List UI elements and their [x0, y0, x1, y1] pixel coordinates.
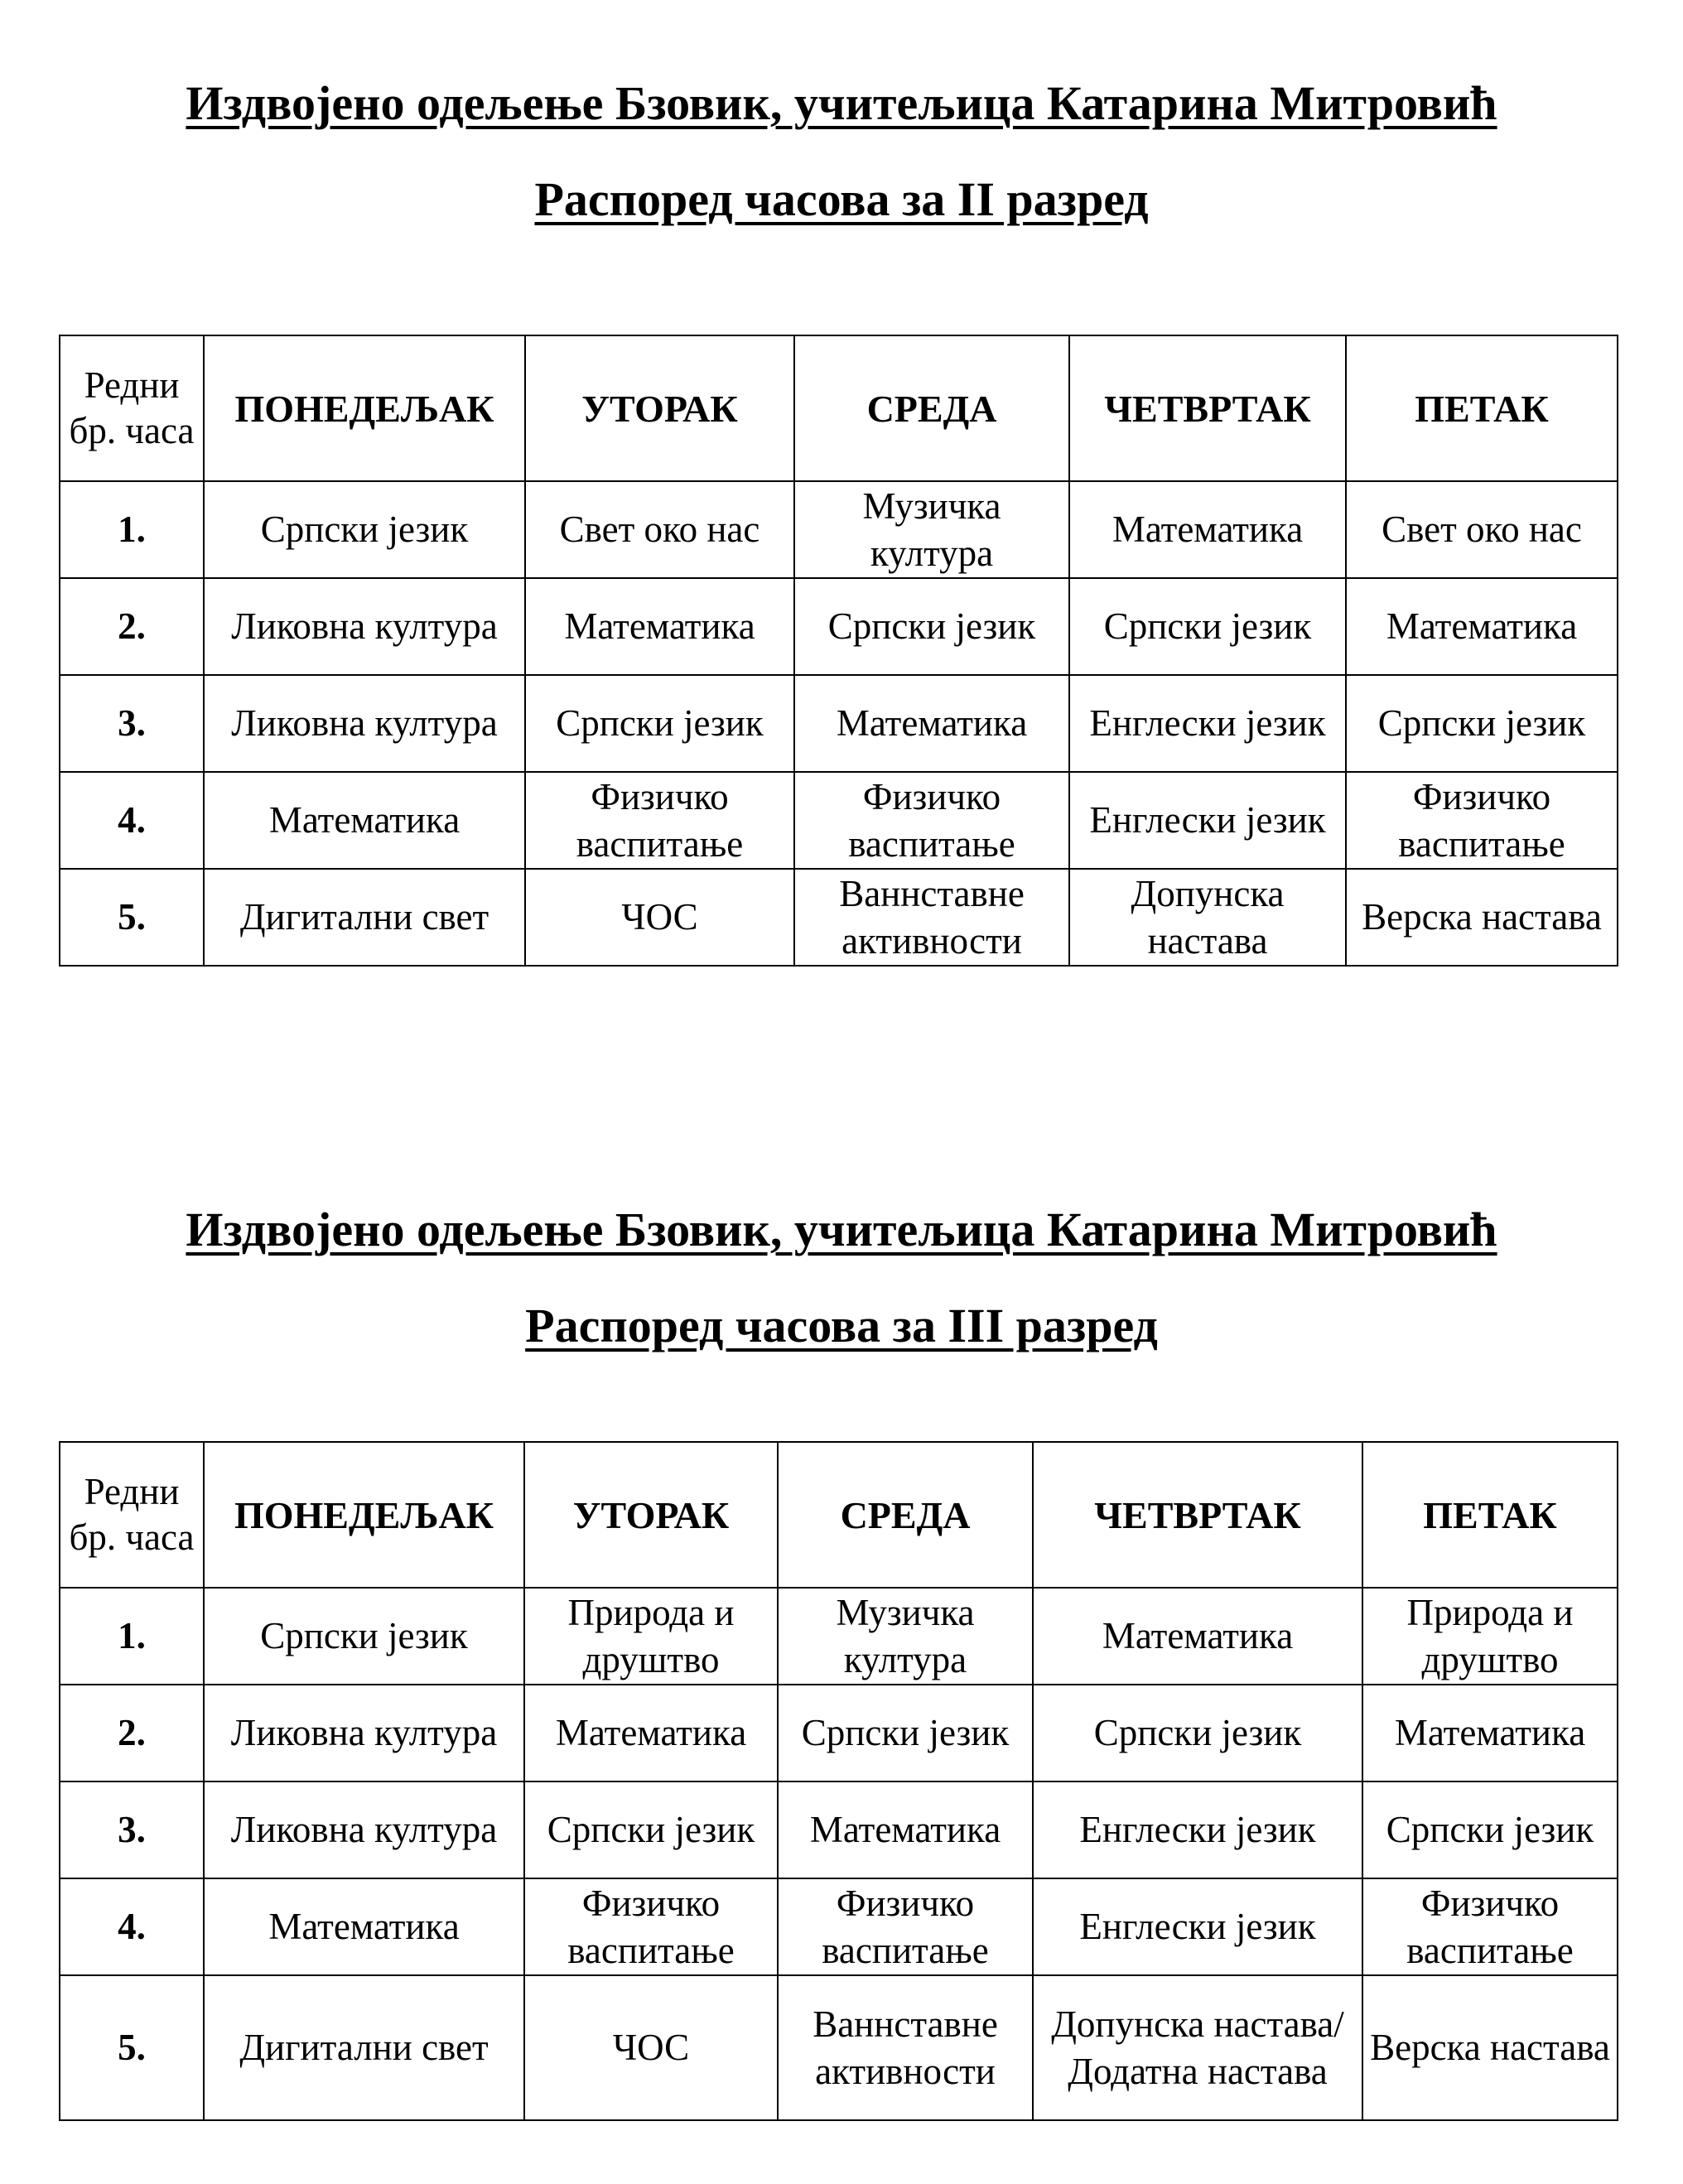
school-title-2: Издвојено одељење Бзовик, учитељица Катарина Митровић [186, 1203, 1497, 1256]
cell-monday: Ликовна култура [204, 1685, 524, 1781]
cell-tuesday: Српски језик [525, 675, 794, 772]
table-header-row [60, 1442, 1618, 1588]
cell-monday: Математика [204, 1878, 524, 1975]
cell-friday: Свет око нас [1346, 481, 1618, 578]
cell-monday: Дигитални свет [204, 869, 525, 966]
cell-wednesday: Српски језик [794, 578, 1069, 675]
cell-wednesday: Математика [778, 1781, 1033, 1878]
cell-friday: Српски језик [1362, 1781, 1618, 1878]
lesson-number: 1. [60, 1588, 204, 1685]
header-lesson-number: Редни бр. часа [60, 1442, 204, 1588]
lesson-number: 4. [60, 772, 204, 869]
header-friday: ПЕТАК [1346, 335, 1618, 481]
cell-tuesday: Физичко васпитање [524, 1878, 778, 1975]
table-row [60, 1878, 1618, 1975]
table-row [60, 1781, 1618, 1878]
cell-thursday: Енглески језик [1033, 1781, 1362, 1878]
cell-tuesday: Математика [525, 578, 794, 675]
cell-monday: Ликовна култура [204, 1781, 524, 1878]
cell-monday: Ликовна култура [204, 578, 525, 675]
cell-tuesday: Свет око нас [525, 481, 794, 578]
cell-thursday: Српски језик [1069, 578, 1346, 675]
cell-thursday: Допунска настава [1069, 869, 1346, 966]
table-row [60, 578, 1618, 675]
cell-monday: Математика [204, 772, 525, 869]
header-monday: ПОНЕДЕЉАК [204, 335, 525, 481]
header-tuesday: УТОРАК [525, 335, 794, 481]
table-row [60, 1975, 1618, 2120]
table-row [60, 869, 1618, 966]
cell-tuesday: ЧОС [525, 869, 794, 966]
cell-monday: Ликовна култура [204, 675, 525, 772]
cell-wednesday: Ваннставне активности [778, 1975, 1033, 2120]
cell-friday: Физичко васпитање [1362, 1878, 1618, 1975]
cell-thursday: Допунска настава/Додатна настава [1033, 1975, 1362, 2120]
cell-tuesday: ЧОС [524, 1975, 778, 2120]
cell-friday: Физичко васпитање [1346, 772, 1618, 869]
schedule-table-grade-2 [59, 335, 1618, 967]
table-row [60, 772, 1618, 869]
cell-thursday: Математика [1069, 481, 1346, 578]
cell-wednesday: Ваннставне активности [794, 869, 1069, 966]
header-lesson-number: Редни бр. часа [60, 335, 204, 481]
lesson-number: 3. [60, 1781, 204, 1878]
table-row [60, 675, 1618, 772]
cell-wednesday: Српски језик [778, 1685, 1033, 1781]
cell-monday: Српски језик [204, 1588, 524, 1685]
cell-thursday: Енглески језик [1033, 1878, 1362, 1975]
cell-wednesday: Музичка култура [778, 1588, 1033, 1685]
cell-tuesday: Српски језик [524, 1781, 778, 1878]
cell-friday: Математика [1362, 1685, 1618, 1781]
schedule-title-grade-3: Распоред часова за III разред [525, 1299, 1158, 1352]
cell-friday: Математика [1346, 578, 1618, 675]
cell-wednesday: Музичка култура [794, 481, 1069, 578]
cell-tuesday: Математика [524, 1685, 778, 1781]
cell-monday: Дигитални свет [204, 1975, 524, 2120]
lesson-number: 4. [60, 1878, 204, 1975]
header-tuesday: УТОРАК [524, 1442, 778, 1588]
lesson-number: 2. [60, 1685, 204, 1781]
table-header-row [60, 335, 1618, 481]
table-row [60, 1588, 1618, 1685]
lesson-number: 1. [60, 481, 204, 578]
cell-wednesday: Физичко васпитање [778, 1878, 1033, 1975]
cell-friday: Верска настава [1362, 1975, 1618, 2120]
cell-tuesday: Природа и друштво [524, 1588, 778, 1685]
cell-thursday: Математика [1033, 1588, 1362, 1685]
lesson-number: 5. [60, 1975, 204, 2120]
cell-thursday: Српски језик [1033, 1685, 1362, 1781]
cell-tuesday: Физичко васпитање [525, 772, 794, 869]
cell-wednesday: Математика [794, 675, 1069, 772]
cell-thursday: Енглески језик [1069, 772, 1346, 869]
cell-friday: Српски језик [1346, 675, 1618, 772]
header-thursday: ЧЕТВРТАК [1033, 1442, 1362, 1588]
lesson-number: 3. [60, 675, 204, 772]
table-row [60, 1685, 1618, 1781]
schedule-title-grade-2: Распоред часова за II разред [534, 172, 1149, 226]
cell-wednesday: Физичко васпитање [794, 772, 1069, 869]
school-title-1: Издвојено одељење Бзовик, учитељица Катарина Митровић [186, 76, 1497, 130]
header-friday: ПЕТАК [1362, 1442, 1618, 1588]
cell-friday: Природа и друштво [1362, 1588, 1618, 1685]
header-thursday: ЧЕТВРТАК [1069, 335, 1346, 481]
cell-friday: Верска настава [1346, 869, 1618, 966]
lesson-number: 5. [60, 869, 204, 966]
header-wednesday: СРЕДА [778, 1442, 1033, 1588]
table-row [60, 481, 1618, 578]
schedule-table-grade-3 [59, 1441, 1618, 2121]
cell-thursday: Енглески језик [1069, 675, 1346, 772]
lesson-number: 2. [60, 578, 204, 675]
cell-monday: Српски језик [204, 481, 525, 578]
header-wednesday: СРЕДА [794, 335, 1069, 481]
header-monday: ПОНЕДЕЉАК [204, 1442, 524, 1588]
